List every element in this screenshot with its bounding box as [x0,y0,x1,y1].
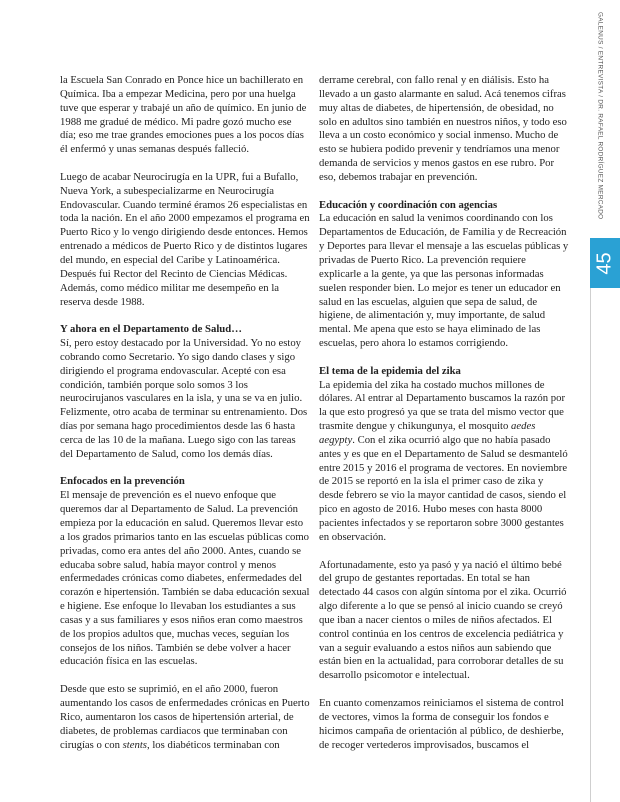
paragraph: Sí, pero estoy destacado por la Universidad. Yo no estoy cobrando como Secretario. Yo sigo dando clases y sigo dirigiendo el programa endovascular. Acepté con esa condición, también porque solo somos 3 los neurocirujanos vasculares en la isla, y una se va en julio. Felizmente, otro acaba de terminar su entrenamiento. Dos días por semana hago procedimientos desde las 6 hasta cerca de las 10 de la mañana. Luego sigo con las tareas del Departamento de Salud, como los demás días. [60,337,308,460]
paragraph: El mensaje de prevención es el nuevo enfoque que queremos dar al Departamento de Salud. La prevención empieza por la educación en salud. Queremos llevar esto a los grados primarios tanto en las escuelas públicas como privadas, como era antes del año 2000. Antes, cuando se educaba sobre salud, había mayor control y menos enfermedades crónicas como diabetes, enfermedades del corazón e hipertensión. También se daba educación sexual e higiene. Ese enfoque lo llevaban los estudiantes a sus casas y a sus familiares y esos niños eran como maestros de los propios adultos que, muchas veces, seguían los consejos de los niños. También se debe volver a hacer educación física en las escuelas. [60,489,310,668]
section-heading: Educación y coordinación con agencias [319,198,498,211]
running-title-text: GALENUS / ENTREVISTA / DR. RAFAEL RODRÍGUEZ MERCADO [596,12,604,220]
section-heading: Enfocados en la prevención [60,475,185,488]
left-column [60,74,310,766]
paragraph: Desde que esto se suprimió, en el año 2000, fueron aumentando los casos de enfermedades crónicas en Puerto Rico, aumentaron los casos de hipertensión arterial, de diabetes, de problemas cardiacos que terminaban con cirugías o con stents, los diabéticos terminaban con [60,683,310,751]
right-column [319,74,569,766]
page-number: 45 [593,251,616,275]
section-heading: Y ahora en el Departamento de Salud… [60,323,242,336]
page-number-box [590,238,620,288]
paragraph: la Escuela San Conrado en Ponce hice un bachillerato en Química. Iba a empezar Medicina, pero por una huelga tuve que esperar y trabajé un año de químico. En junio de 1988 me gradué de médico. Mi padre gozó mucho ese día; eso me trae grandes emociones pues a los pocos días él enfermó y unas semanas después falleció. [60,74,307,156]
paragraph: En cuanto comenzamos reiniciamos el sistema de control de vectores, vimos la forma de conseguir los fondos e hicimos campaña de orientación al público, de deshierbe, de recoger vertederos improvisados, buscamos el [319,696,564,751]
running-title [585,12,615,236]
paragraph: Luego de acabar Neurocirugía en la UPR, fui a Bufallo, Nueva York, a subespecializarme en Neurocirugía Endovascular. Cuando terminé éramos 26 especialistas en toda la nación. En el año 2000 empezamos el programa en Puerto Rico y lo vengo dirigiendo desde entonces. Hemos entrenado a médicos de Puerto Rico y de distintos lugares del mundo, en especial del Caribe y Latinoamérica. Después fui Rector del Recinto de Ciencias Médicas. Además, como médico militar me desempeño en la reserva desde 1988. [60,170,310,308]
section-heading: El tema de la epidemia del zika [319,364,461,377]
paragraph: Afortunadamente, esto ya pasó y ya nació el último bebé del grupo de gestantes reportadas. En total se han detectado 44 casos con algún síntoma por el zika. Ocurrió algo diferente a lo que se pensó al inicio cuando se creyó que iban a nacer cientos o miles de niños afectados. El control continúa en los centros de excelencia pediátrica y van a seguir evaluando a estos niños aun sabiendo que están bien en la actualidad, para corroborar detalles de su desarrollo psicomotor e intelectual. [319,558,567,682]
side-divider [590,288,591,802]
paragraph: derrame cerebral, con fallo renal y en diálisis. Esto ha llevado a un gasto alarmante en salud. Acá tenemos cifras muy altas de diabetes, de hipertensión, de obesidad, no solo en adultos sino también en nuestros niños, y todo eso lleva a un costo económico y social inmenso. Mucho de esto se hubiera podido prevenir y tendríamos una menor demanda de servicios y menos gastos en ese rubro. Por eso, debemos trabajar en prevención. [319,74,567,183]
paragraph: La educación en salud la venimos coordinando con los Departamentos de Educación, de Familia y de Recreación y Deportes para llevar el mensaje a las escuelas públicas y privadas de Puerto Rico. La prevención requiere explicarle a la gente, ya que las personas informadas suelen responder bien. Lo mejor es tener un educador en salud en las escuelas, alguien que sepa de salud, de higiene, de alimentación y, muy importante, de salud mental. Me apena que esto se haya eliminado de las escuelas, pero ahora lo estamos corrigiendo. [319,212,569,350]
paragraph: La epidemia del zika ha costado muchos millones de dólares. Al entrar al Departamento buscamos la razón por la que esto progresó ya que se trata del mismo vector que trasmite dengue y chikungunya, el mosquito aedes aegypty. Con el zika ocurrió algo que no había pasado antes y es que en el Departamento de Salud se desmanteló entre 2015 y 2016 el programa de vectores. En noviembre de 2015 se reportó en la isla el primer caso de zika y desde febrero se vio la mayor cantidad de casos, siendo el pico en agosto de 2016. Hubo meses con hasta 8000 pacientes infectados y se reportaron sobre 3000 gestantes en observación. [319,378,568,543]
